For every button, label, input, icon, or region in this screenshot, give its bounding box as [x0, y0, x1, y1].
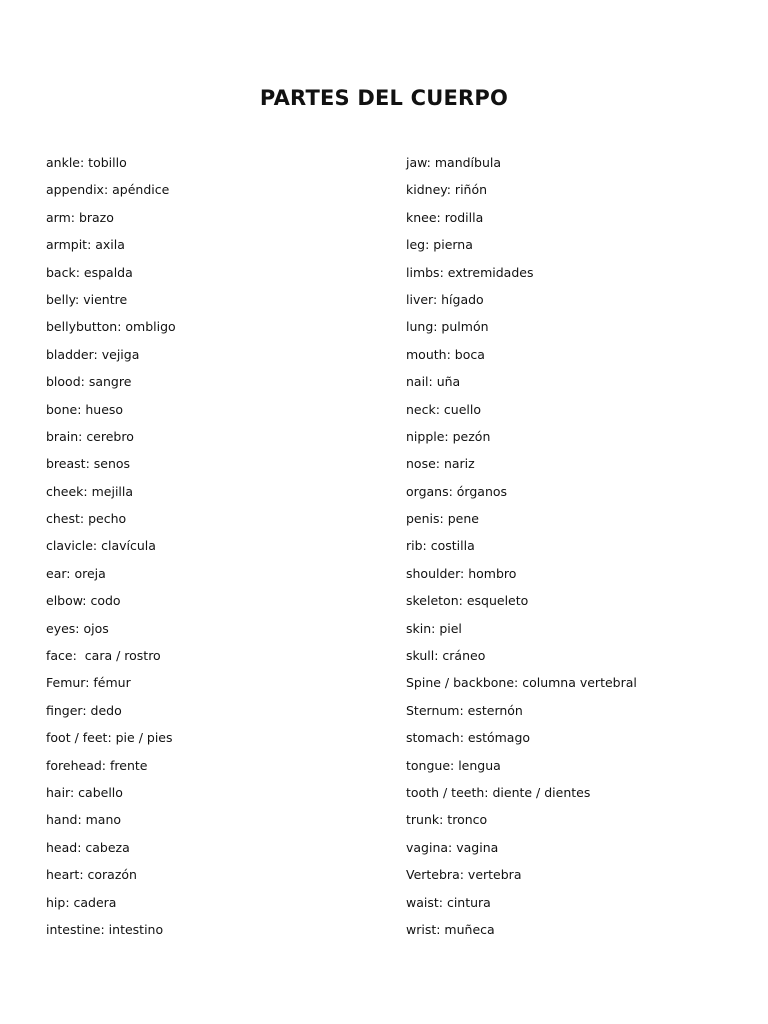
vocabulary-entry: lung: pulmón [406, 319, 489, 335]
vocabulary-entry: intestine: intestino [46, 921, 164, 937]
vocabulary-entry: nose: nariz [406, 456, 475, 472]
vocabulary-entry: hip: cadera [46, 894, 117, 910]
vocabulary-entry: head: cabeza [46, 839, 130, 855]
vocabulary-entry: armpit: axila [46, 237, 125, 253]
vocabulary-entry: hair: cabello [46, 784, 123, 800]
vocabulary-entry: tooth / teeth: diente / dientes [406, 784, 591, 800]
vocabulary-entry: wrist: muñeca [406, 921, 495, 937]
vocabulary-entry: stomach: estómago [406, 730, 531, 746]
vocabulary-entry: arm: brazo [46, 209, 114, 225]
vocabulary-entry: back: espalda [46, 264, 133, 280]
vocabulary-entry: heart: corazón [46, 867, 137, 883]
vocabulary-entry: mouth: boca [406, 346, 485, 362]
vocabulary-entry: breast: senos [46, 456, 131, 472]
vocabulary-entry: clavicle: clavícula [46, 538, 156, 554]
vocabulary-entry: bladder: vejiga [46, 346, 140, 362]
vocabulary-entry: skin: piel [406, 620, 462, 636]
vocabulary-entry: knee: rodilla [406, 209, 484, 225]
vocabulary-entry: face: cara / rostro [46, 648, 161, 664]
vocabulary-entry: brain: cerebro [46, 428, 134, 444]
vocabulary-entry: ear: oreja [46, 565, 106, 581]
vocabulary-entry: bellybutton: ombligo [46, 319, 176, 335]
vocabulary-entry: penis: pene [406, 511, 479, 527]
vocabulary-list-right [406, 153, 746, 947]
vocabulary-entry: chest: pecho [46, 511, 127, 527]
vocabulary-entry: Vertebra: vertebra [406, 867, 522, 883]
vocabulary-entry: liver: hígado [406, 291, 484, 307]
vocabulary-entry: vagina: vagina [406, 839, 499, 855]
vocabulary-entry: elbow: codo [46, 593, 121, 609]
vocabulary-entry: eyes: ojos [46, 620, 109, 636]
vocabulary-entry: neck: cuello [406, 401, 481, 417]
vocabulary-entry: shoulder: hombro [406, 565, 517, 581]
vocabulary-entry: ankle: tobillo [46, 155, 127, 170]
vocabulary-entry: skull: cráneo [406, 648, 486, 664]
vocabulary-entry: bone: hueso [46, 401, 124, 417]
vocabulary-entry: limbs: extremidades [406, 264, 534, 280]
vocabulary-entry: tongue: lengua [406, 757, 501, 773]
vocabulary-entry: belly: vientre [46, 291, 128, 307]
page-title: PARTES DEL CUERPO [259, 86, 509, 110]
vocabulary-entry: rib: costilla [406, 538, 475, 554]
vocabulary-entry: Sternum: esternón [406, 702, 523, 718]
vocabulary-entry: kidney: riñón [406, 182, 488, 198]
vocabulary-entry: Spine / backbone: columna vertebral [406, 675, 637, 691]
vocabulary-entry: hand: mano [46, 812, 122, 828]
vocabulary-entry: Femur: fémur [46, 675, 131, 691]
vocabulary-entry: foot / feet: pie / pies [46, 730, 173, 746]
vocabulary-entry: organs: órganos [406, 483, 508, 499]
vocabulary-entry: nail: uña [406, 374, 461, 390]
vocabulary-entry: leg: pierna [406, 237, 473, 253]
vocabulary-entry: blood: sangre [46, 374, 132, 390]
vocabulary-entry: finger: dedo [46, 702, 122, 718]
vocabulary-list-left [46, 153, 376, 947]
vocabulary-entry: waist: cintura [406, 894, 491, 910]
vocabulary-entry: cheek: mejilla [46, 483, 134, 499]
vocabulary-entry: nipple: pezón [406, 428, 491, 444]
vocabulary-entry: trunk: tronco [406, 812, 488, 828]
vocabulary-entry: skeleton: esqueleto [406, 593, 529, 609]
vocabulary-entry: appendix: apéndice [46, 182, 170, 198]
vocabulary-entry: forehead: frente [46, 757, 148, 773]
vocabulary-entry: jaw: mandíbula [406, 155, 502, 170]
